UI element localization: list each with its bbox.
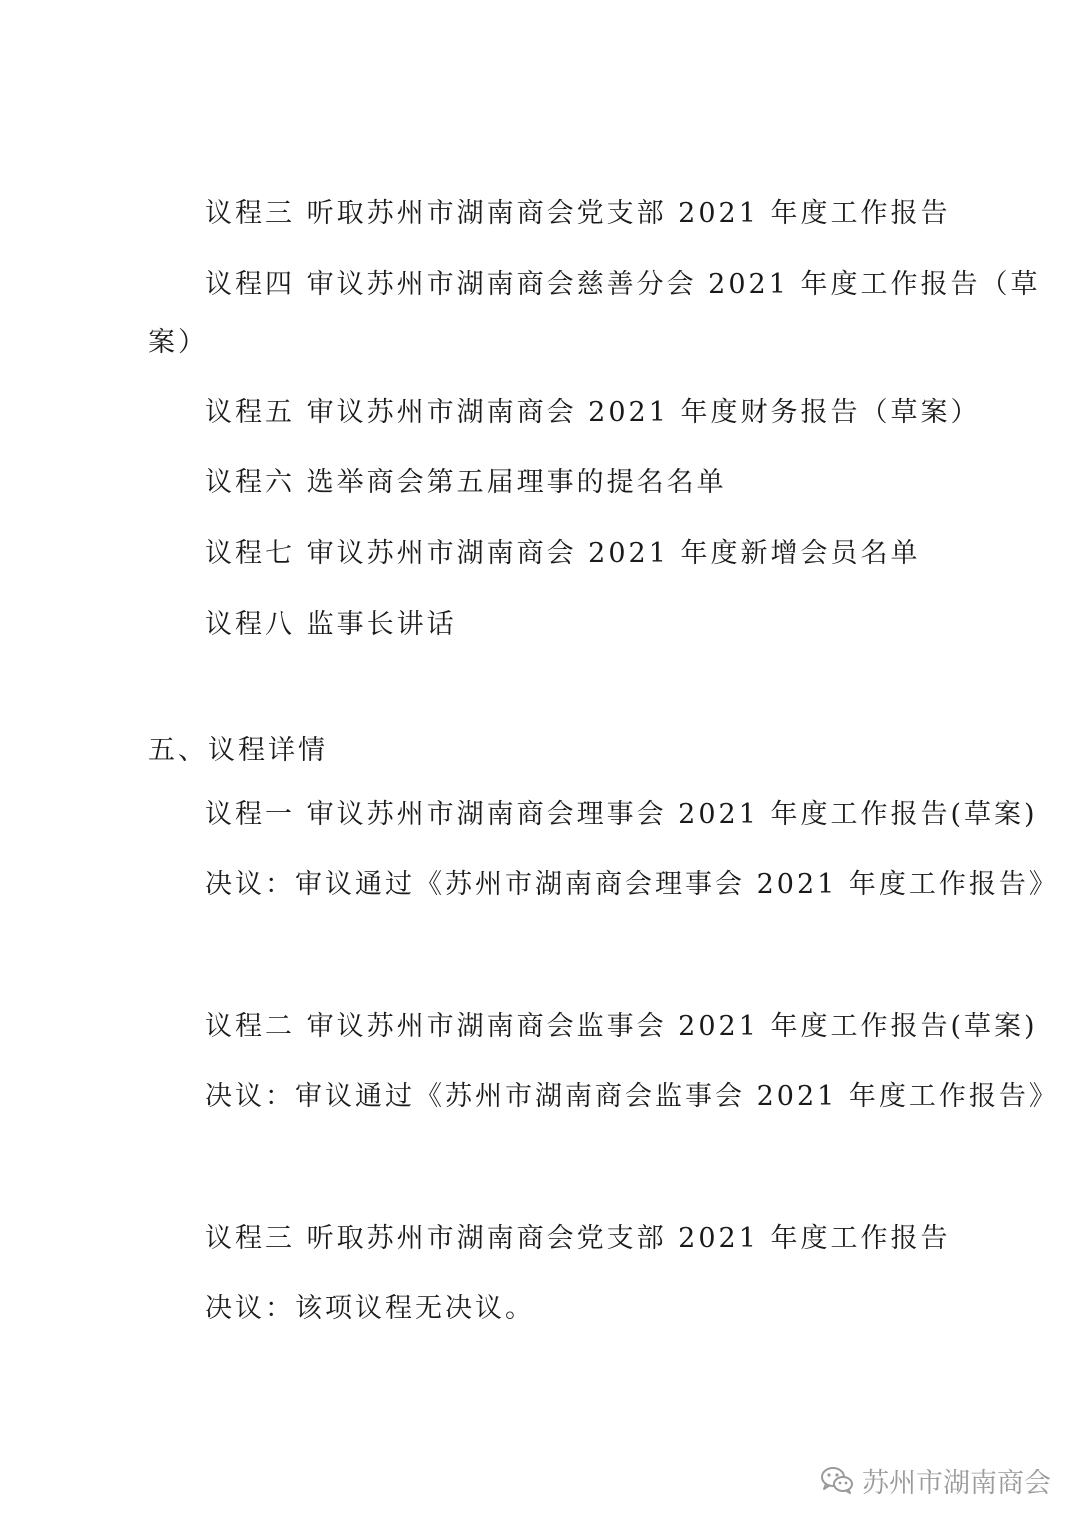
agenda-item-8: 议程八 监事长讲话 — [205, 609, 457, 640]
wechat-icon — [820, 1465, 854, 1495]
detail-agenda-3: 议程三 听取苏州市湖南商会党支部 2021 年度工作报告 — [205, 1223, 951, 1254]
agenda-item-4-line-1: 议程四 审议苏州市湖南商会慈善分会 2021 年度工作报告（草 — [205, 269, 1041, 300]
detail-agenda-2: 议程二 审议苏州市湖南商会监事会 2021 年度工作报告(草案) — [205, 1011, 1038, 1042]
watermark-text: 苏州市湖南商会 — [862, 1467, 1051, 1499]
agenda-item-5: 议程五 审议苏州市湖南商会 2021 年度财务报告（草案） — [205, 397, 981, 428]
section-heading: 五、议程详情 — [148, 735, 328, 766]
agenda-item-6: 议程六 选举商会第五届理事的提名名单 — [205, 467, 727, 498]
detail-resolution-3: 决议：该项议程无决议。 — [205, 1293, 535, 1324]
agenda-item-3: 议程三 听取苏州市湖南商会党支部 2021 年度工作报告 — [205, 198, 951, 229]
detail-agenda-1: 议程一 审议苏州市湖南商会理事会 2021 年度工作报告(草案) — [205, 799, 1038, 830]
agenda-item-4-line-2: 案） — [148, 327, 208, 358]
detail-resolution-1: 决议：审议通过《苏州市湖南商会理事会 2021 年度工作报告》 — [205, 869, 1059, 900]
detail-resolution-2: 决议：审议通过《苏州市湖南商会监事会 2021 年度工作报告》 — [205, 1081, 1059, 1112]
watermark — [820, 1460, 1051, 1500]
agenda-item-7: 议程七 审议苏州市湖南商会 2021 年度新增会员名单 — [205, 538, 921, 569]
